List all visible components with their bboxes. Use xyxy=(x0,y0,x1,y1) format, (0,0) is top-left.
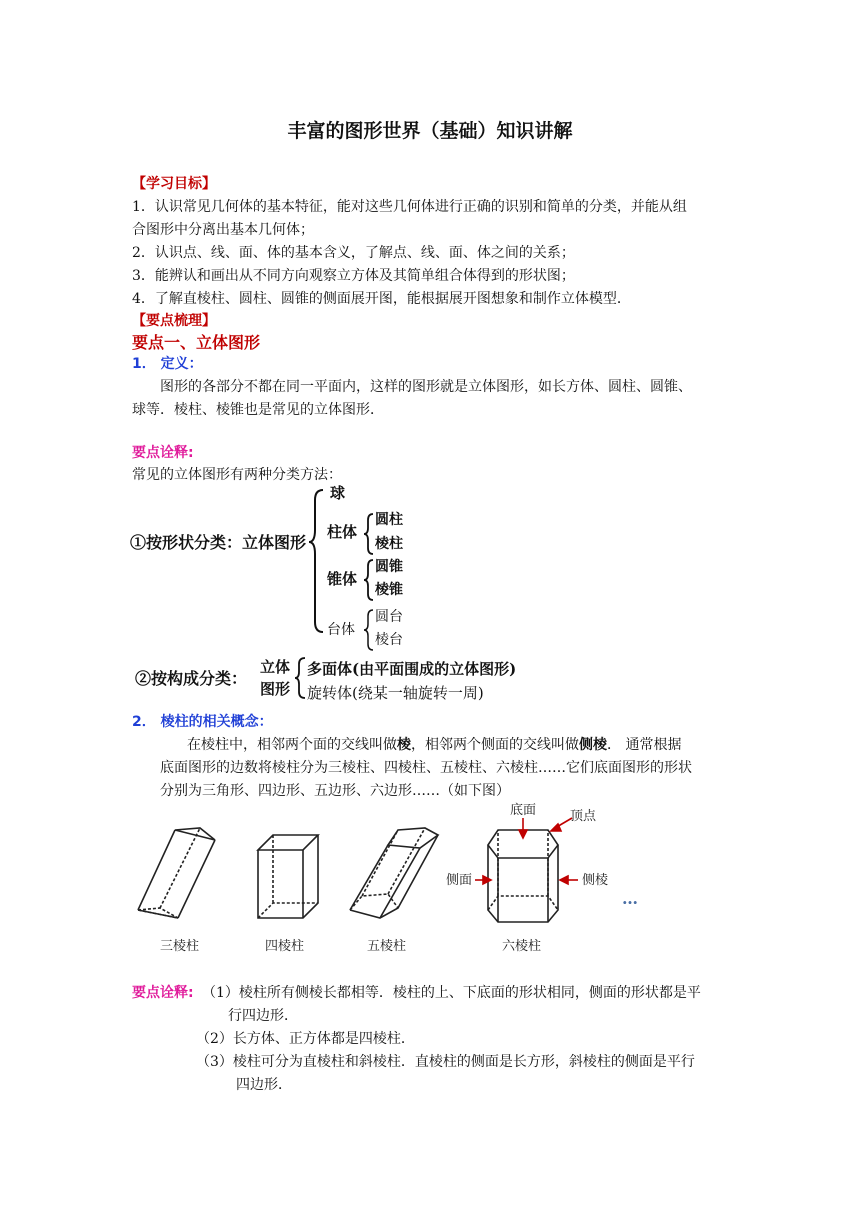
cone-body-label: 锥体 xyxy=(327,570,358,588)
note-label-1: 要点诠释: xyxy=(132,445,194,461)
prism-para-line-3: 分别为三角形、四边形、五边形、六边形……（如下图） xyxy=(160,783,510,799)
goal-item-3: 3．能辨认和画出从不同方向观察立方体及其简单组合体得到的形状图； xyxy=(132,268,575,284)
prism-concept-label: 2． 棱柱的相关概念： xyxy=(132,714,273,730)
round-frustum-label: 圆台 xyxy=(375,609,403,625)
prism-body-label: 柱体 xyxy=(327,523,358,541)
sphere-label: 球 xyxy=(330,484,346,502)
penta-prism-caption: 五棱柱 xyxy=(367,939,407,954)
page-title: 丰富的图形世界（基础）知识讲解 xyxy=(287,120,573,142)
note-2-item-3-cont: 四边形． xyxy=(236,1077,292,1093)
tri-prism-caption: 三棱柱 xyxy=(160,939,200,954)
outline-header: 【要点梳理】 xyxy=(132,313,216,329)
note-2-item-2: （2）长方体、正方体都是四棱柱． xyxy=(196,1031,415,1047)
lateral-edge-callout: 侧棱 xyxy=(582,873,609,888)
goal-item-4: 4．了解直棱柱、圆柱、圆锥的侧面展开图，能根据展开图想象和制作立体模型． xyxy=(132,291,631,307)
prism-para-line-1: 在棱柱中，相邻两个面的交线叫做棱，相邻两个侧面的交线叫做侧棱． 通常根据 xyxy=(187,737,682,753)
point1-heading: 要点一、立体图形 xyxy=(132,333,261,352)
prism-figure xyxy=(130,800,650,960)
goal-item-2: 2．认识点、线、面、体的基本含义，了解点、线、面、体之间的关系； xyxy=(132,245,575,261)
note-2-item-3: （3）棱柱可分为直棱柱和斜棱柱．直棱柱的侧面是长方形，斜棱柱的侧面是平行 xyxy=(196,1054,695,1070)
definition-label: 1． 定义： xyxy=(132,356,203,372)
hexagonal-prism xyxy=(488,830,558,922)
quadrilateral-prism xyxy=(258,835,318,918)
prism-label: 棱柱 xyxy=(375,536,403,552)
prism-para-line-2: 底面图形的边数将棱柱分为三棱柱、四棱柱、五棱柱、六棱柱……它们底面图形的形状 xyxy=(160,760,692,776)
vertex-callout: 顶点 xyxy=(570,809,597,824)
goal-item-1: 1．认识常见几何体的基本特征，能对这些几何体进行正确的识别和简单的分类，并能从组 xyxy=(132,199,687,215)
base-callout: 底面 xyxy=(510,803,537,818)
pentagonal-prism xyxy=(350,828,438,918)
definition-line-2: 球等．棱柱、棱锥也是常见的立体图形． xyxy=(132,402,384,418)
prism-frustum-label: 棱台 xyxy=(375,632,403,648)
ellipsis-marker: … xyxy=(622,889,638,908)
polyhedron-label: 多面体(由平面围成的立体图形) xyxy=(307,660,517,678)
class2-label: ②按构成分类： xyxy=(135,669,248,688)
definition-line-1: 图形的各部分不都在同一平面内，这样的图形就是立体图形，如长方体、圆柱、圆锥、 xyxy=(160,379,692,395)
pyramid-label: 棱锥 xyxy=(375,582,403,598)
note-2-item-1: （1）棱柱所有侧棱长都相等．棱柱的上、下底面的形状相同，侧面的形状都是平 xyxy=(202,985,701,1001)
lateral-face-callout: 侧面 xyxy=(446,873,473,888)
hexa-prism-caption: 六棱柱 xyxy=(502,939,542,954)
solid-label-2: 图形 xyxy=(260,680,291,698)
goals-header: 【学习目标】 xyxy=(132,176,216,192)
triangular-prism xyxy=(138,828,215,918)
note-text-1: 常见的立体图形有两种分类方法： xyxy=(132,467,342,483)
revolution-label: 旋转体(绕某一轴旋转一周) xyxy=(307,684,484,702)
cone-label: 圆锥 xyxy=(375,559,403,575)
frustum-body-label: 台体 xyxy=(327,622,355,638)
solid-label-1: 立体 xyxy=(260,658,291,676)
goal-item-1-cont: 合图形中分离出基本几何体； xyxy=(132,222,314,238)
note-2-item-1-cont: 行四边形． xyxy=(228,1008,298,1024)
cylinder-label: 圆柱 xyxy=(375,512,403,528)
class1-label: ①按形状分类：立体图形 xyxy=(130,533,307,552)
classification-diagram xyxy=(125,482,545,712)
quad-prism-caption: 四棱柱 xyxy=(265,939,305,954)
note-label-2: 要点诠释: xyxy=(132,985,194,1001)
